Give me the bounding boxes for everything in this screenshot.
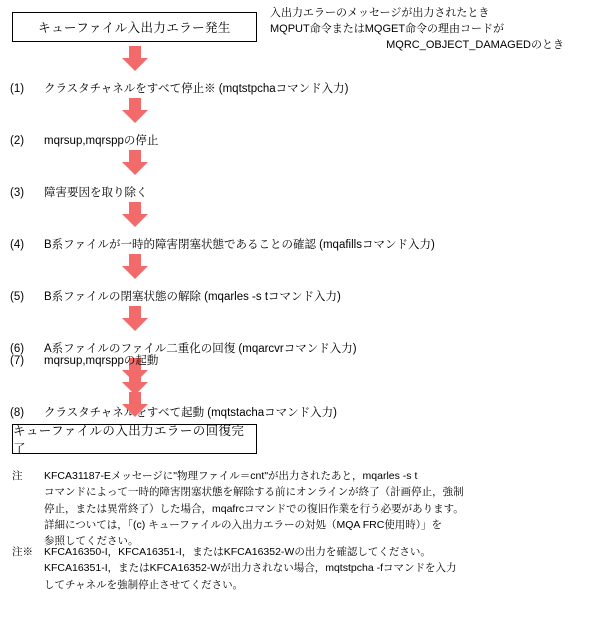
arrow-down-6 [122, 306, 148, 332]
note-1-line-1: KFCA31187-Eメッセージに"物理ファイル＝cnt"が出力されたあと，mqarles -s t [44, 470, 418, 482]
note-1-label: 注 [12, 470, 23, 482]
condition-line-1: 入出力エラーのメッセージが出力されたとき [270, 7, 490, 19]
arrow-down-3 [122, 150, 148, 176]
arrow-down-4 [122, 202, 148, 228]
note-1-line-2: コマンドによって一時的障害閉塞状態を解除する前にオンラインが終了（計画停止，強制 [44, 486, 464, 499]
step-1 [10, 80, 595, 96]
step-4 [10, 236, 595, 252]
step-8 [10, 404, 595, 420]
start-box [12, 12, 257, 42]
condition-note [268, 6, 598, 54]
note-1-line-4: 詳細については，「(c) キューファイルの入出力エラーの対処（MQA FRC使用時）」を [44, 518, 443, 531]
step-8-text: クラスタチャネルをすべて起動 (mqtstachaコマンド入力) [44, 407, 337, 419]
step-3 [10, 184, 595, 200]
note-2 [12, 544, 597, 593]
arrow-down-9 [122, 392, 148, 418]
condition-line-3: MQRC_OBJECT_DAMAGEDのとき [386, 38, 564, 51]
step-5-number: (5) [10, 291, 25, 303]
note-2-line-3: してチャネルを強制停止させてください。 [44, 578, 244, 591]
step-7 [10, 352, 595, 368]
note-2-label: 注※ [12, 546, 33, 558]
step-4-number: (4) [10, 239, 25, 251]
step-2-number: (2) [10, 135, 25, 147]
step-6-text: A系ファイルのファイル二重化の回復 (mqarcvrコマンド入力) [44, 343, 357, 355]
note-2-line-2: KFCA16351-I，またはKFCA16352-Wが出力されない場合，mqtstpcha -fコマンドを入力 [44, 562, 457, 575]
step-8-number: (8) [10, 407, 25, 419]
step-6-number: (6) [10, 343, 25, 355]
step-7-number: (7) [10, 355, 25, 367]
note-1-body [44, 468, 597, 549]
note-1-line-5: 参照してください。 [44, 535, 139, 548]
step-1-text: クラスタチャネルをすべて停止※ (mqtstpchaコマンド入力) [44, 83, 349, 95]
note-1-line-3: 停止，または異常終了）した場合，mqafrcコマンドでの復旧作業を行う必要があります。 [44, 502, 464, 515]
step-4-text: B系ファイルが一時的障害閉塞状態であることの確認 (mqafillsコマンド入力) [44, 239, 435, 251]
step-1-number: (1) [10, 83, 25, 95]
end-box [12, 424, 257, 454]
start-box-label: キューファイル入出力エラー発生 [38, 21, 231, 35]
arrow-down-2 [122, 98, 148, 124]
note-2-body [44, 544, 597, 593]
step-2-text: mqrsup,mqrsppの停止 [44, 135, 159, 147]
step-5-text: B系ファイルの閉塞状態の解除 (mqarles -s tコマンド入力) [44, 291, 341, 303]
arrow-down-1 [122, 46, 148, 72]
note-2-line-1: KFCA16350-I，KFCA16351-I，またはKFCA16352-Wの出力を確認してください。 [44, 546, 431, 558]
end-box-label: キューファイルの入出力エラーの回復完了 [13, 424, 245, 456]
arrow-down-5 [122, 254, 148, 280]
step-5 [10, 288, 595, 304]
step-7-text: mqrsup,mqrsppの起動 [44, 355, 159, 367]
step-2 [10, 132, 595, 148]
step-3-text: 障害要因を取り除く [44, 187, 148, 199]
note-1 [12, 468, 597, 549]
step-3-number: (3) [10, 187, 25, 199]
condition-line-2: MQPUT命令またはMQGET命令の理由コードが [270, 22, 505, 35]
